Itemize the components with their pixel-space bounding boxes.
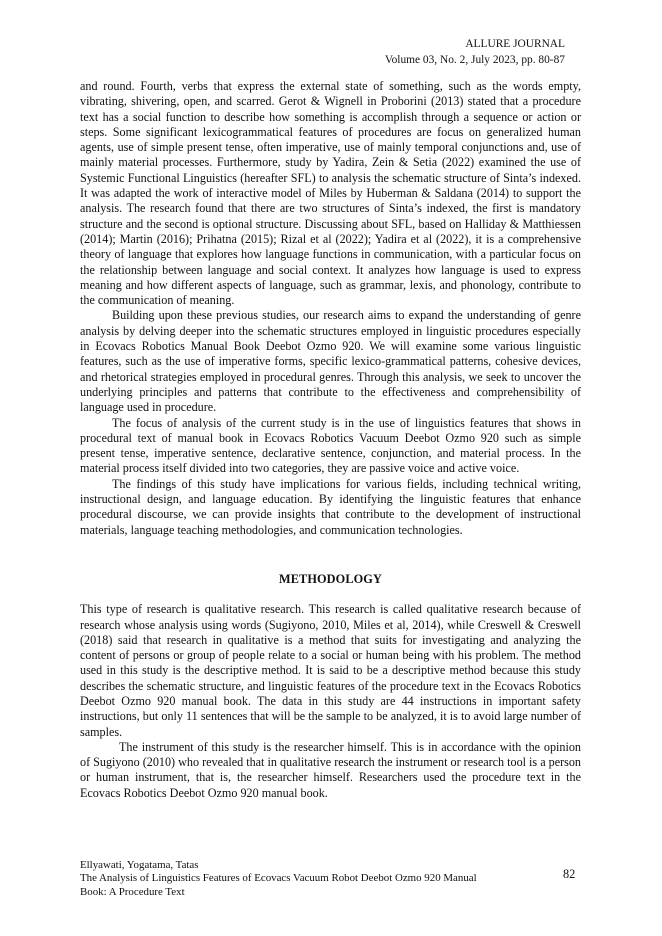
page-number: 82 (563, 867, 576, 881)
page-body (80, 79, 581, 801)
footer-authors: Ellyawati, Yogatama, Tatas (80, 859, 199, 871)
footer-title-line: The Analysis of Linguistics Features of Ecovacs Vacuum Robot Deebot Ozmo 920 Manual (80, 872, 477, 885)
body-paragraph: and round. Fourth, verbs that express the external state of something, such as the words empty, vibrating, shivering, open, and scarred. Gerot & Wignell in Proborini (2013) stated that a procedure text has a social function to describe how something is accomplish through a sequence or action or steps. Some significant lexicogrammatical features of procedures are focus on generalized human agents, use of simple present tense, often imperative, use of mainly temporal conjunctions and, use of mainly material processes. Furthermore, study by Yadira, Zein & Setia (2022) examined the use of Systemic Functional Linguistics (hereafter SFL) to analysis the schematic structure of Sinta’s indexed. It was adapted the work of interactive model of Miles by Huberman & Saldana (2014) to support the analysis. The research found that there are two structures of Sinta’s indexed, the first is mandatory structure and the second is optional structure. Discussing about SFL, based on Halliday & Matthiessen (2014); Martin (2016); Prihatna (2015); Rizal et al (2022); Yadira et al (2022), it is a comprehensive theory of language that explores how language functions in communication, with a particular focus on the relationship between language and social context. It analyzes how language is used to express meaning and how different aspects of language, such as grammar, lexis, and phonology, contribute to the communication of meaning. (80, 79, 581, 308)
running-header (385, 37, 565, 68)
body-paragraph: The focus of analysis of the current study is in the use of linguistics features that shows in procedural text of manual book in Ecovacs Robotics Vacuum Deebot Ozmo 920 such as simple present tense, imperative sentence, declarative sentence, conjunction, and material process. In the material process itself divided into two categories, they are passive voice and active voice. (80, 415, 581, 476)
journal-name: ALLURE JOURNAL (465, 38, 565, 50)
section-heading: METHODOLOGY (279, 571, 382, 586)
running-footer (80, 859, 580, 899)
body-paragraph: The findings of this study have implications for various fields, including technical writing, instructional design, and language education. By identifying the linguistic features that enhance procedural discourse, we can provide insights that contribute to the development of instructional materials, language teaching methodologies, and communication technologies. (80, 476, 581, 537)
body-paragraph: Building upon these previous studies, our research aims to expand the understanding of genre analysis by delving deeper into the schematic structures employed in linguistic procedures especially in Ecovacs Robotics Manual Book Deebot Ozmo 920. We will examine some various linguistic features, such as the use of imperative forms, specific lexico-grammatical patterns, cohesive devices, and rhetorical strategies employed in procedural genres. Through this analysis, we seek to uncover the underlying principles and patterns that contribute to the effectiveness and comprehensibility of language used in procedure. (80, 308, 581, 415)
body-paragraph: The instrument of this study is the researcher himself. This is in accordance with the opinion of Sugiyono (2010) who revealed that in qualitative research the instrument or research tool is a person or human instrument, that is, the researcher himself. Researchers used the procedure text in the Ecovacs Robotics Deebot Ozmo 920 manual book. (80, 739, 581, 800)
footer-title-line: Book: A Procedure Text (80, 885, 185, 898)
journal-volume: Volume 03, No. 2, July 2023, pp. 80-87 (384, 53, 565, 66)
body-paragraph: This type of research is qualitative research. This research is called qualitative research because of research whose analysis using words (Sugiyono, 2010, Miles et al, 2014), while Creswell & Creswell (2018) said that research in qualitative is a method that suits for investigating and analyzing the content of persons or group of people relate to a social or human being with his problem. The method used in this study is the descriptive method. It is said to be a descriptive method because this study describes the schematic structure, and linguistic features of the procedure text in the Ecovacs Robotics Deebot Ozmo 920 manual book. The data in this study are 44 instructions in important safety instructions, but only 11 sentences that will be the sample to be analyzed, it is to avoid large number of samples. (80, 602, 581, 739)
